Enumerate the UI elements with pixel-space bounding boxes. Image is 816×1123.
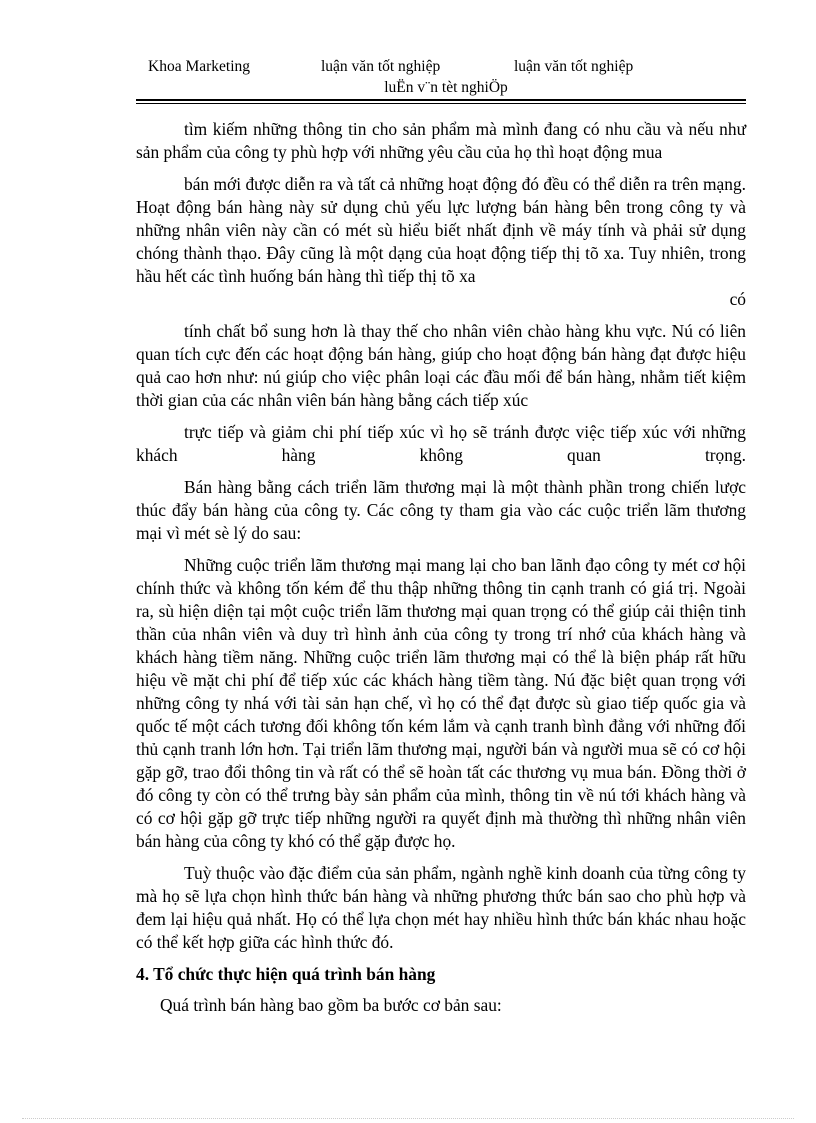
document-body xyxy=(136,118,746,1026)
paragraph-6: Những cuộc triển lãm thương mại mang lại cho ban lãnh đạo công ty mét cơ hội chính thức và không tốn kém để thu thập những thông tin cạnh tranh có giá trị. Ngoài ra, sù hiện diện tại một cuộc triển lãm thương mại quan trọng có thể giúp cải thiện tinh thần của nhân viên và duy trì hình ảnh của công ty trong trí nhớ của khách hàng và khách hàng tiềm năng. Những cuộc triển lãm thương mại có thể là biện pháp rất hữu hiệu về mặt chi phí để tiếp xúc các khách hàng tiềm tàng. Nú đặc biệt quan trọng với những công ty nhá với tài sản hạn chế, vì họ có thể đạt được sù giao tiếp quốc gia và quốc tế một cách tương đối không tốn kém lắm và cạnh tranh bình đẳng với những đối thủ cạnh tranh lớn hơn. Tại triển lãm thương mại, người bán và người mua sẽ có cơ hội gặp gỡ, trao đổi thông tin và rất có thể sẽ hoàn tất các thương vụ mua bán. Đồng thời ở đó công ty còn có thể trưng bày sản phẩm của mình, thông tin về nú tới khách hàng và có cơ hội gặp gỡ trực tiếp những người ra quyết định mà thường thì những nhân viên bán hàng của công ty khó có thể gặp được họ. xyxy=(136,555,746,851)
paragraph-1: tìm kiếm những thông tin cho sản phẩm mà mình đang có nhu cầu và nếu như sản phẩm của công ty phù hợp với những yêu cầu của họ thì hoạt động mua xyxy=(136,119,746,162)
header-rule-thick xyxy=(136,99,746,101)
header-department: Khoa Marketing xyxy=(148,58,251,75)
page-header xyxy=(136,58,746,98)
header-rule-thin xyxy=(136,103,746,104)
paragraph-2-tail: có xyxy=(729,289,746,309)
paragraph-7: Tuỳ thuộc vào đặc điểm của sản phẩm, ngành nghề kinh doanh của từng công ty mà họ sẽ lựa chọn hình thức bán hàng và những phương thức bán sao cho phù hợp và đem lại hiệu quả nhất. Họ có thể lựa chọn mét hay nhiều hình thức bán khác nhau hoặc có thể kết hợp giữa các hình thức đó. xyxy=(136,863,746,952)
section-heading: 4. Tổ chức thực hiện quá trình bán hàng xyxy=(136,964,436,984)
header-line-1 xyxy=(136,58,746,78)
header-thesis-label-2: luận văn tốt nghiệp xyxy=(514,58,634,75)
section-intro: Quá trình bán hàng bao gồm ba bước cơ bản sau: xyxy=(160,995,502,1015)
paragraph-4: trực tiếp và giảm chi phí tiếp xúc vì họ sẽ tránh được việc tiếp xúc với những khách hàng không quan trọng. xyxy=(136,422,746,465)
paragraph-2: bán mới được diễn ra và tất cả những hoạt động đó đều có thể diễn ra trên mạng. Hoạt động bán hàng này sử dụng chủ yếu lực lượng bán hàng bên trong công ty và những nhân viên này cần có mét sù hiểu biết nhất định về máy tính và phải sử dụng chóng thành thạo. Đây cũng là một dạng của hoạt động tiếp thị tõ xa. Tuy nhiên, trong hầu hết các tình huống bán hàng thì tiếp thị tõ xa xyxy=(136,174,746,286)
paragraph-3: tính chất bổ sung hơn là thay thế cho nhân viên chào hàng khu vực. Nú có liên quan tích cực đến các hoạt động bán hàng, giúp cho hoạt động bán hàng đạt được hiệu quả cao hơn như: nú giúp cho việc phân loại các đầu mối để bán hàng, nhằm tiết kiệm thời gian của các nhân viên bán hàng bằng cách tiếp xúc xyxy=(136,321,746,410)
page-bottom-dotted-line xyxy=(22,1118,794,1119)
header-thesis-label-1: luận văn tốt nghiệp xyxy=(321,58,441,75)
paragraph-5: Bán hàng bằng cách triển lãm thương mại là một thành phần trong chiến lược thúc đẩy bán hàng của công ty. Các công ty tham gia vào các cuộc triển lãm thương mại vì mét sè lý do sau: xyxy=(136,477,746,543)
header-thesis-label-garbled: luËn v¨n tèt nghiÖp xyxy=(384,79,508,96)
